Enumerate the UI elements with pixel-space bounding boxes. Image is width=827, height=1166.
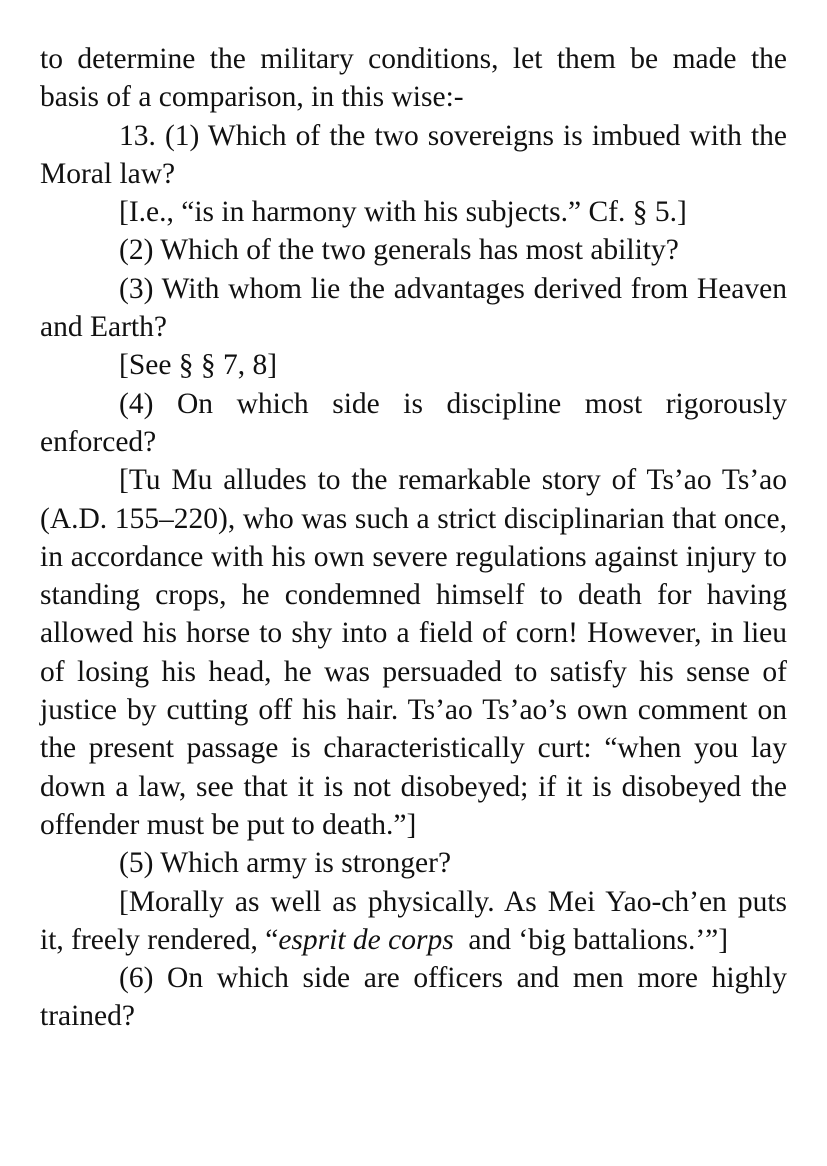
note-5-before: [Morally as well as physically. As Mei Yao-ch’en puts it, freely rendered, “	[40, 885, 787, 956]
note-5-after: and ‘big battalions.’”]	[453, 923, 729, 956]
note-5	[40, 883, 787, 960]
question-4: (4) On which side is discipline most rigorously enforced?	[40, 387, 787, 458]
paragraph-intro: to determine the military conditions, let them be made the basis of a comparison, in this wise:-	[40, 43, 787, 114]
note-5-italic: esprit de corps	[278, 923, 454, 956]
document-page	[40, 40, 787, 1036]
note-4: [Tu Mu alludes to the remarkable story of Ts’ao Ts’ao (A.D. 155–220), who was such a strict disciplinarian that once, in accordance with his own severe regulations against injury to standing crops, he condemned himself to death for having allowed his horse to shy into a field of corn! However, in lieu of losing his head, he was persuaded to satisfy his sense of justice by cutting off his hair. Ts’ao Ts’ao’s own comment on the present passage is characteristically curt: “when you lay down a law, see that it is not disobeyed; if it is disobeyed the offender must be put to death.”]	[40, 464, 787, 841]
note-1: [I.e., “is in harmony with his subjects.” Cf. § 5.]	[119, 196, 687, 229]
note-3: [See § § 7, 8]	[119, 349, 278, 382]
question-6: (6) On which side are officers and men more highly trained?	[40, 962, 787, 1033]
question-3: (3) With whom lie the advantages derived from Heaven and Earth?	[40, 272, 787, 344]
question-5: (5) Which army is stronger?	[119, 847, 452, 880]
question-2: (2) Which of the two generals has most ability?	[119, 234, 679, 267]
question-1: 13. (1) Which of the two sovereigns is imbued with the Moral law?	[40, 119, 787, 190]
